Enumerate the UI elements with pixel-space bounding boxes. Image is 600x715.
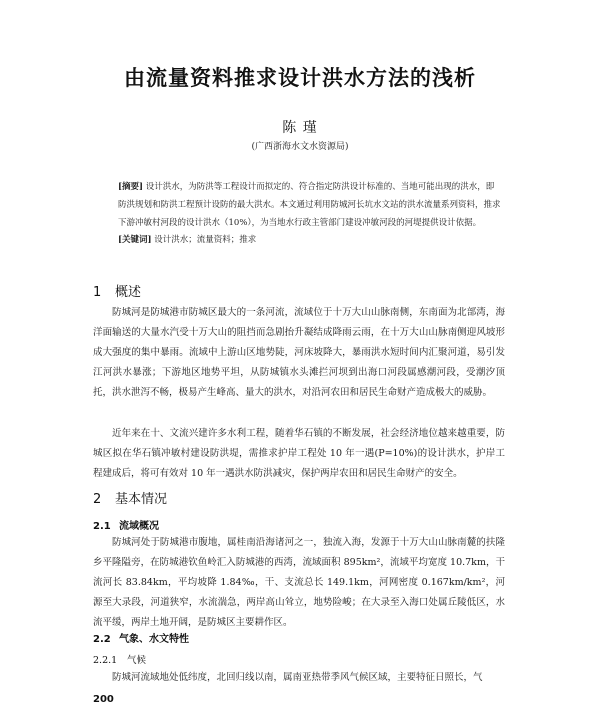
author-affiliation: (广西浙海水文水资源局) [251, 142, 349, 152]
subsection-number: 2.2 [93, 634, 111, 645]
paragraph-basin: 防城河处于防城港市腹地，属桂南沿海诸河之一，独流入海，发源于十万大山山脉南麓的扶隆乡平隆隘旁，在防城港钦鱼岭汇入防城港的西湾，流域面积 895km²，流域平均宽度 10.7km，干流河长 83.84km，平均坡降 1.84‰，干、支流总长 149.1km，河网密度 0.167km/km²，河源至大录段，河道狭窄，水流湍急，两岸高山耸立，地势险峻；在大录至入海口处属丘陵低区，水流平缓，两岸土地开阔，是防城区主要耕作区。 [93, 537, 505, 628]
subsection-title: 流域概况 [119, 521, 159, 532]
abstract-text: 设计洪水，为防洪等工程设计而拟定的、符合指定防洪设计标准的、当地可能出现的洪水，即防洪规划和防洪工程预计设防的最大洪水。本文通过利用防城河长坑水文站的洪水流量系列资料，推求下游冲敏村河段的设计洪水（10%），为当地水行政主管部门建设冲敏河段的河堤提供设计依据。 [118, 182, 501, 228]
section-title: 概述 [115, 285, 142, 300]
paragraph-overview-2: 近年来在十、文流兴建许多水利工程，随着华石镇的不断发展，社会经济地位越来越重要，防城区拟在华石镇冲敏村建设防洪堤，需推求护岸工程处 10 年一遇(P=10%)的设计洪水，护岸工程建成后，将可有效对 10 年一遇洪水防洪减灾，保护两岸农田和居民生命财产的安全。 [93, 428, 505, 479]
author-name: 陈 瑾 [282, 120, 318, 136]
keywords-text: 设计洪水；流量资料；推求 [154, 235, 257, 245]
section-title: 基本情况 [115, 492, 168, 507]
subsubsection-title: 气候 [127, 655, 147, 666]
subsection-number: 2.1 [93, 521, 111, 532]
abstract-block [118, 178, 502, 232]
subsection-heading-2-2 [93, 630, 189, 645]
subsection-title: 气象、水文特性 [119, 634, 189, 645]
page-number: 200 [93, 694, 114, 705]
keywords-block [118, 233, 502, 247]
subsubsection-number: 2.2.1 [93, 655, 118, 666]
subsection-heading-2-1 [93, 517, 159, 532]
paragraph-overview-1: 防城河是防城港市防城区最大的一条河流，流域位于十万大山山脉南侧，东南面为北部湾，海洋面输送的大量水汽受十万大山的阻挡而急剧抬升凝结成降雨云雨，在十万大山山脉南侧迎风坡形成大强度的集中暴雨。流域中上游山区地势陡，河床坡降大，暴雨洪水短时间内汇聚河道，易引发江河洪水暴涨；下游地区地势平坦，从防城镇水头滩拦河坝到出海口河段属感潮河段，受潮汐顶托，洪水泄泻不畅，极易产生峰高、量大的洪水，对沿河农田和居民生命财产造成极大的威胁。 [93, 307, 505, 398]
subsubsection-heading-2-2-1 [93, 652, 146, 666]
section-number: 1 [93, 285, 102, 300]
keywords-tag: [关键词] [118, 235, 152, 245]
paper-title: 由流量资料推求设计洪水方法的浅析 [124, 66, 476, 90]
section-heading-1 [93, 281, 141, 300]
section-heading-2 [93, 488, 167, 507]
paragraph-climate: 防城河流域地处低纬度，北回归线以南，属南亚热带季风气候区域，主要特征日照长，气 [112, 672, 483, 683]
abstract-tag: [摘要] [118, 182, 144, 192]
section-number: 2 [93, 492, 102, 507]
